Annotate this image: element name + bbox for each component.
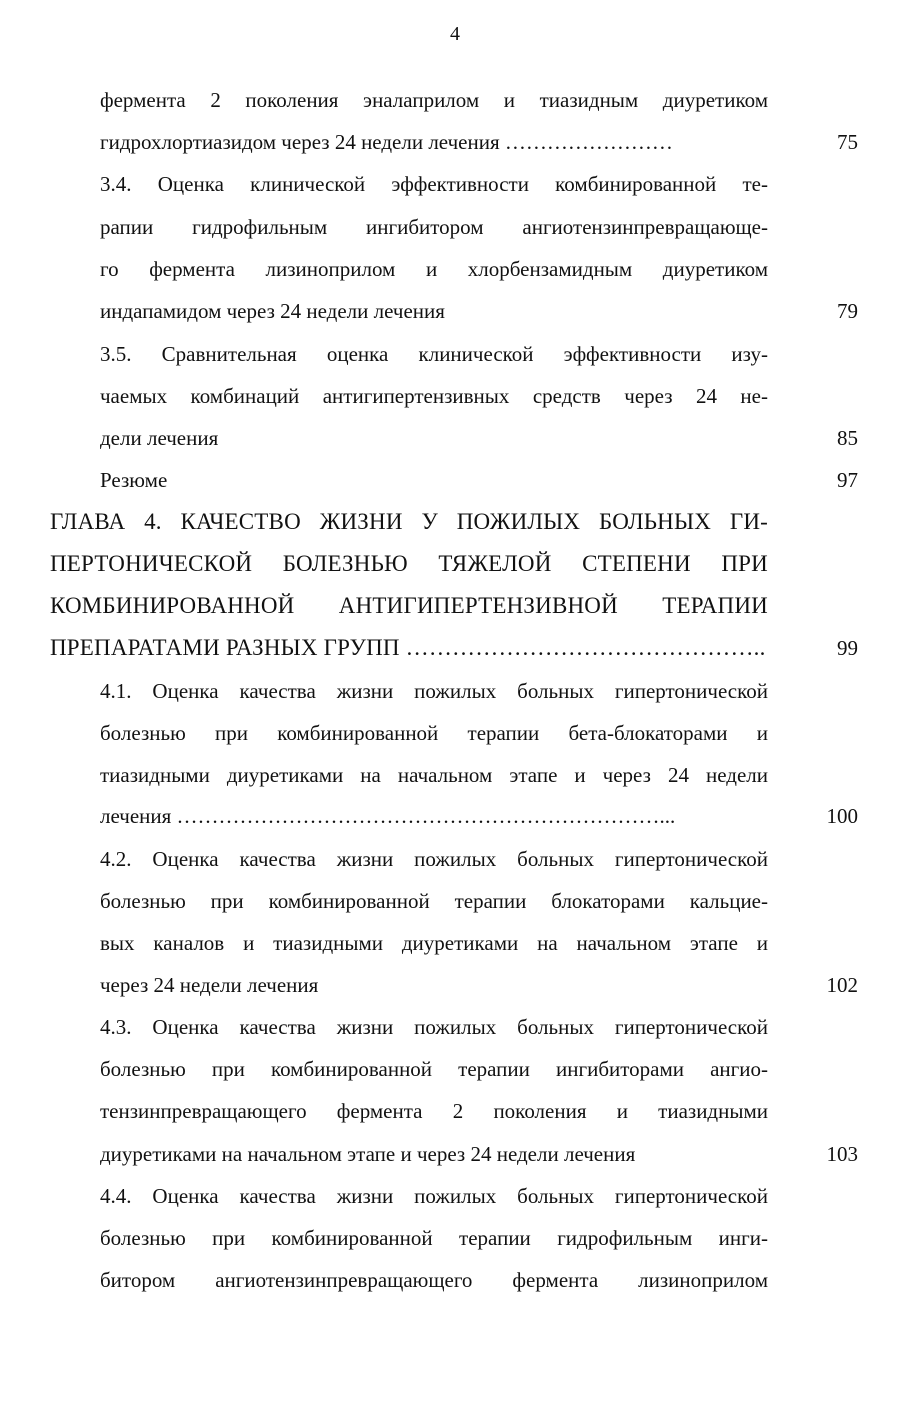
toc-entry-line: чаемых комбинаций антигипертензивных средств через 24 не-: [100, 384, 768, 408]
toc-entry-line: болезнью при комбинированной терапии ингибиторами ангио-: [100, 1057, 768, 1081]
toc-entry-line: тиазидными диуретиками на начальном этапе и через 24 недели: [100, 763, 768, 787]
toc-entry-line: болезнью при комбинированной терапии гидрофильным инги-: [100, 1226, 768, 1250]
toc-page-number: 85: [837, 426, 858, 450]
toc-entry-line: го фермента лизиноприлом и хлорбензамидным диуретиком: [100, 257, 768, 281]
toc-entry-line: дели лечения: [100, 426, 219, 450]
toc-entry-line: КОМБИНИРОВАННОЙ АНТИГИПЕРТЕНЗИВНОЙ ТЕРАПИИ: [50, 593, 768, 618]
toc-page-number: 99: [837, 636, 858, 660]
toc-entry-line: 4.2. Оценка качества жизни пожилых больных гипертонической: [100, 847, 768, 871]
toc-page-number: 97: [837, 468, 858, 492]
page-number: 4: [450, 23, 460, 45]
toc-entry-line: ПРЕПАРАТАМИ РАЗНЫХ ГРУПП ………………………………………..: [50, 635, 766, 660]
toc-entry-line: 3.4. Оценка клинической эффективности комбинированной те-: [100, 172, 768, 196]
toc-entry-line: 3.5. Сравнительная оценка клинической эффективности изу-: [100, 342, 768, 366]
toc-entry-line: индапамидом через 24 недели лечения: [100, 299, 445, 323]
toc-entry-line: через 24 недели лечения: [100, 973, 319, 997]
toc-entry-line: 4.4. Оценка качества жизни пожилых больных гипертонической: [100, 1184, 768, 1208]
toc-page-number: 103: [826, 1142, 858, 1166]
toc-page-number: 75: [837, 130, 858, 154]
toc-entry-line: 4.3. Оценка качества жизни пожилых больных гипертонической: [100, 1015, 768, 1039]
toc-page-number: 102: [826, 973, 858, 997]
toc-entry-line: гидрохлортиазидом через 24 недели лечения ……………………: [100, 130, 673, 154]
toc-entry-line: вых каналов и тиазидными диуретиками на начальном этапе и: [100, 931, 768, 955]
toc-entry-line: рапии гидрофильным ингибитором ангиотензинпревращающе-: [100, 215, 768, 239]
toc-entry-line: лечения ……………………………………………………………...: [100, 804, 676, 828]
toc-entry-line: болезнью при комбинированной терапии бета-блокаторами и: [100, 721, 768, 745]
toc-entry-line: ГЛАВА 4. КАЧЕСТВО ЖИЗНИ У ПОЖИЛЫХ БОЛЬНЫХ ГИ-: [50, 509, 768, 534]
toc-page-number: 79: [837, 299, 858, 323]
toc-page-number: 100: [826, 804, 858, 828]
toc-entry-line: диуретиками на начальном этапе и через 24 недели лечения: [100, 1142, 636, 1166]
toc-entry-line: ПЕРТОНИЧЕСКОЙ БОЛЕЗНЬЮ ТЯЖЕЛОЙ СТЕПЕНИ ПРИ: [50, 551, 768, 576]
toc-entry-line: битором ангиотензинпревращающего фермента лизиноприлом: [100, 1268, 768, 1292]
toc-entry-line: фермента 2 поколения эналаприлом и тиазидным диуретиком: [100, 88, 768, 112]
toc-entry-line: 4.1. Оценка качества жизни пожилых больных гипертонической: [100, 679, 768, 703]
toc-entry-line: Резюме: [100, 468, 168, 492]
toc-entry-line: тензинпревращающего фермента 2 поколения и тиазидными: [100, 1099, 768, 1123]
toc-entry-line: болезнью при комбинированной терапии блокаторами кальцие-: [100, 889, 768, 913]
